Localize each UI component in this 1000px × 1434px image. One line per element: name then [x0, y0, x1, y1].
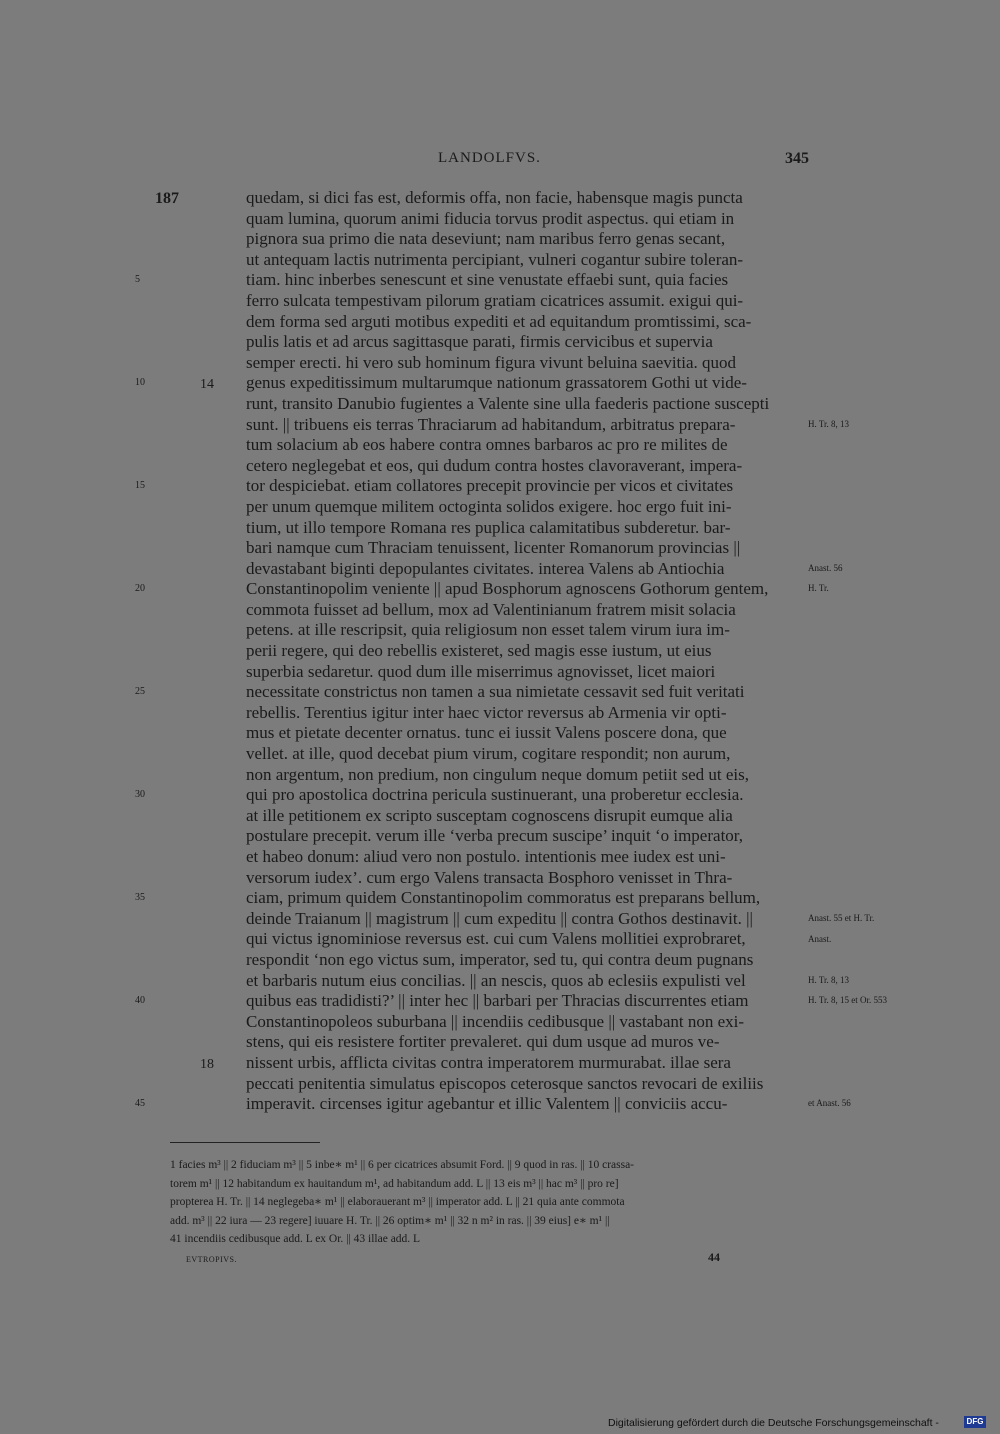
page-number: 345	[785, 150, 809, 167]
text-line: et barbaris nutum eius concilias. || an nescis, quos ab eclesiis expulisti vel	[246, 970, 746, 990]
line-number: 15	[135, 480, 145, 492]
text-line: respondit ‘non ego victus sum, imperator, sed tu, qui contra deum pugnans	[246, 949, 754, 969]
dfg-logo: DFG	[964, 1416, 986, 1428]
text-line: devastabant biginti depopulantes civitates. interea Valens ab Antiochia	[246, 558, 725, 578]
text-line: bari namque cum Thraciam tenuissent, licenter Romanorum provincias ||	[246, 538, 741, 558]
source-reference: H. Tr. 8, 15 et Or. 553	[808, 995, 888, 1006]
footnote-line: add. m³ || 22 iura — 23 regere] iuuare H. Tr. || 26 optim∗ m¹ || 32 n m² in ras. || 39 eius] e∗ m¹ ||	[170, 1214, 610, 1227]
source-reference: et Anast. 56	[808, 1098, 851, 1109]
text-line: cetero neglegebat et eos, qui dudum contra hostes clavoraverant, impera-	[246, 455, 743, 475]
source-reference: Anast. 56	[808, 562, 843, 573]
source-reference: Anast.	[808, 933, 832, 944]
text-line: petens. at ille rescripsit, quia religiosum non esset talem virum iura im-	[246, 620, 730, 640]
section-number: 14	[200, 377, 214, 393]
source-reference: H. Tr. 8, 13	[808, 418, 850, 429]
text-line: runt, transito Danubio fugientes a Valente sine ulla faederis pactione suscepti	[246, 393, 770, 413]
text-line: non argentum, non predium, non cingulum neque domum petiit sed ut eis,	[246, 764, 750, 784]
text-line: stens, qui eis resistere fortiter prevaleret. qui dum usque ad muros ve-	[246, 1032, 720, 1052]
text-line: ut antequam lactis nutrimenta percipiant, vulneri cogantur subire toleran-	[246, 249, 744, 269]
text-line: tium, ut illo tempore Romana res puplica calamitatibus subderetur. bar-	[246, 517, 731, 537]
text-line: pulis latis et ad arcus sagittasque parati, firmis cervicibus et supervia	[246, 332, 713, 352]
line-number: 35	[135, 892, 145, 904]
main-text-block	[246, 188, 806, 1115]
text-line: tiam. hinc inberbes senescunt et sine venustate effaebi sunt, quia facies	[246, 270, 729, 290]
text-line: peccati penitentia simulatus episcopos ceterosque sanctos revocari de exiliis	[246, 1073, 764, 1093]
source-reference: H. Tr. 8, 13	[808, 974, 850, 985]
text-line: nissent urbis, afflicta civitas contra imperatorem murmurabat. illae sera	[246, 1052, 731, 1072]
text-line: mus et pietate decenter ornatus. tunc ei iussit Valens poscere dona, que	[246, 723, 727, 743]
text-line: commota fuisset ad bellum, mox ad Valentinianum fratrem misit solacia	[246, 599, 736, 619]
signature-number: 44	[708, 1250, 720, 1264]
line-number: 20	[135, 583, 145, 595]
text-line: quam lumina, quorum animi fiducia torvus prodit aspectus. qui etiam in	[246, 208, 735, 228]
digitization-credit: Digitalisierung gefördert durch die Deutsche Forschungsgemeinschaft -	[608, 1417, 939, 1429]
signature-mark: EVTROPIVS.	[186, 1255, 238, 1264]
source-reference: H. Tr.	[808, 583, 829, 594]
footnote-line: 1 facies m³ || 2 fiduciam m³ || 5 inbe∗ m¹ || 6 per cicatrices absumit Ford. || 9 quod in ras. || 10 crassa-	[170, 1159, 635, 1171]
critical-apparatus	[170, 1156, 810, 1249]
text-line: et habeo donum: aliud vero non postulo. intentionis mee iudex est uni-	[246, 847, 726, 866]
text-line: quedam, si dici fas est, deformis offa, non facie, habensque magis puncta	[246, 188, 743, 207]
text-line: rebellis. Terentius igitur inter haec victor reversus ab Armenia vir opti-	[246, 702, 727, 722]
text-line: dem forma sed arguti motibus expediti et ad equitandum promtissimi, sca-	[246, 311, 752, 331]
text-line: Constantinopolim veniente || apud Bosphorum agnoscens Gothorum gentem,	[246, 579, 769, 599]
line-number: 40	[135, 995, 145, 1007]
text-line: necessitate constrictus non tamen a sua nimietate cessavit sed fuit veritati	[246, 682, 745, 702]
text-line: postulare precepit. verum ille ‘verba precum suscipe’ inquit ‘o imperator,	[246, 826, 744, 846]
text-line: tor despiciebat. etiam collatores precepit provincie per vicos et civitates	[246, 476, 734, 496]
footnote-line: torem m¹ || 12 habitandum ex hauitandum m¹, ad habitandum add. L || 13 eis m³ || hac m³ || pro re]	[170, 1177, 619, 1190]
line-number: 10	[135, 377, 145, 389]
source-reference: Anast. 55 et H. Tr.	[808, 913, 875, 923]
text-line: superbia sedaretur. quod dum ille miserrimus agnovisset, licet maiori	[246, 661, 716, 681]
footnote-line: propterea H. Tr. || 14 neglegeba∗ m¹ || elaborauerant m³ || imperator add. L || 21 quia ante commota	[170, 1196, 625, 1208]
line-number: 45	[135, 1098, 145, 1110]
footnote-line: 41 incendiis cedibusque add. L ex Or. || 43 illae add. L	[170, 1233, 421, 1245]
text-line: semper erecti. hi vero sub hominum figura vivunt beluina saevitia. quod	[246, 352, 737, 372]
line-number: 25	[135, 686, 145, 698]
running-title: LANDOLFVS.	[438, 150, 541, 166]
text-line: sunt. || tribuens eis terras Thraciarum ad habitandum, arbitratus prepara-	[246, 414, 736, 434]
text-line: per unum quemque militem octoginta solidos exigere. hoc ergo fuit ini-	[246, 496, 732, 516]
text-line: genus expeditissimum multarumque nationum grassatorem Gothi ut vide-	[246, 373, 747, 393]
text-line: pignora sua primo die nata deseviunt; nam maribus ferro genas secant,	[246, 229, 726, 249]
text-line: qui victus ignominiose reversus est. cui cum Valens mollitiei exprobraret,	[246, 929, 746, 949]
line-number: 5	[135, 274, 140, 286]
text-line: perii regere, qui deo rebellis existeret, sed magis esse iustum, ut eius	[246, 641, 712, 661]
footnote-divider	[170, 1142, 320, 1143]
text-line: quibus eas tradidisti?’ || inter hec || barbari per Thracias discurrentes etiam	[246, 991, 749, 1011]
text-line: deinde Traianum || magistrum || cum expeditu || contra Gothos destinavit. ||	[246, 908, 753, 928]
text-line: vellet. at ille, quod decebat pium virum, cogitare respondit; non aurum,	[246, 744, 731, 764]
text-line: Constantinopoleos suburbana || incendiis cedibusque || vastabant non exi-	[246, 1011, 745, 1031]
text-line: ciam, primum quidem Constantinopolim commoratus est preparans bellum,	[246, 888, 761, 908]
text-line: ferro sulcata tempestivam pilorum gratiam cicatrices assumit. exigui qui-	[246, 290, 744, 310]
line-number: 30	[135, 789, 145, 801]
text-line: versorum iudex’. cum ergo Valens transacta Bosphoro venisset in Thra-	[246, 867, 733, 887]
text-line: tum solacium ab eos habere contra omnes barbaros ac pro re milites de	[246, 435, 728, 455]
text-line: qui pro apostolica doctrina pericula sustinuerant, una proberetur ecclesia.	[246, 785, 744, 805]
source-page-number: 187	[155, 190, 179, 207]
text-line: at ille petitionem ex scripto susceptam cognoscens disrupit eumque alia	[246, 805, 733, 825]
text-line: imperavit. circenses igitur agebantur et illic Valentem || conviciis accu-	[246, 1094, 728, 1114]
section-number: 18	[200, 1057, 214, 1073]
